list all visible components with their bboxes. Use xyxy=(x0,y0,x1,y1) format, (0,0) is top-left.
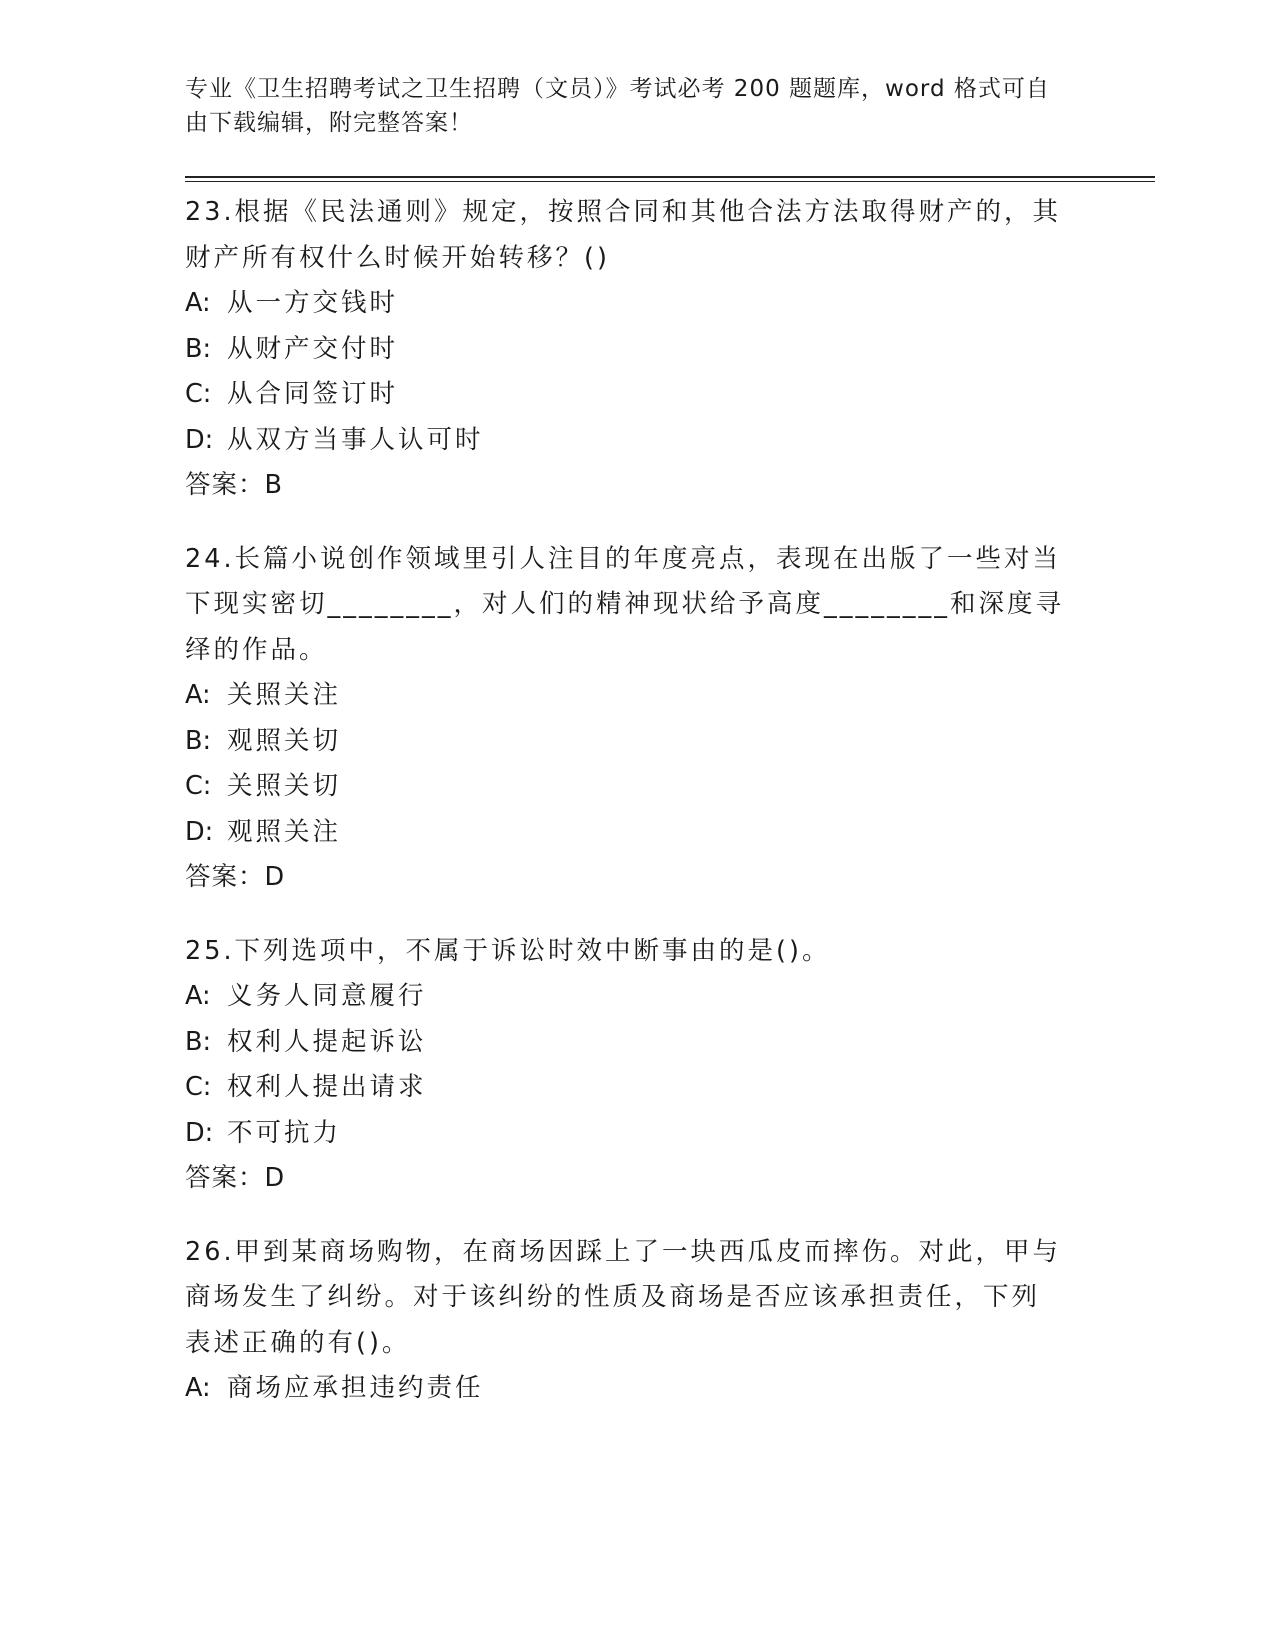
question-item xyxy=(185,929,1085,1202)
option-text: 从一方交钱时 xyxy=(227,288,399,318)
option-letter: A: xyxy=(185,1373,211,1403)
option-a xyxy=(185,1366,1085,1412)
option-d xyxy=(185,810,1085,856)
option-letter: B: xyxy=(185,1026,212,1057)
option-text: 从合同签订时 xyxy=(227,379,399,409)
question-text-line: 下现实密切________，对人们的精神现状给予高度________和深度寻 xyxy=(185,589,1065,619)
option-text: 商场应承担违约责任 xyxy=(227,1373,484,1403)
option-text: 义务人同意履行 xyxy=(227,981,427,1011)
question-item xyxy=(185,537,1085,901)
option-letter: A: xyxy=(185,981,211,1011)
header-divider-thin xyxy=(185,181,1155,182)
option-letter: C: xyxy=(185,1072,212,1102)
question-text-line: 24.长篇小说创作领域里引人注目的年度亮点，表现在出版了一些对当 xyxy=(185,543,1062,574)
option-c xyxy=(185,1065,1085,1111)
option-text: 观照关注 xyxy=(227,816,342,847)
question-text-line: 26.甲到某商场购物，在商场因踩上了一块西瓜皮而摔伤。对此，甲与 xyxy=(185,1236,1062,1267)
option-a xyxy=(185,673,1085,719)
option-c xyxy=(185,764,1085,810)
question-text-line: 绎的作品。 xyxy=(185,634,328,665)
option-text: 从财产交付时 xyxy=(227,333,399,364)
option-c xyxy=(185,372,1085,418)
option-letter: B: xyxy=(185,725,212,756)
question-text-line: 25.下列选项中，不属于诉讼时效中断事由的是()。 xyxy=(185,935,831,966)
answer-line: 答案：B xyxy=(185,470,283,500)
option-letter: A: xyxy=(185,680,211,710)
header-line: 由下载编辑，附完整答案！ xyxy=(185,110,473,136)
question-item xyxy=(185,190,1085,509)
question-text-line: 财产所有权什么时候开始转移？() xyxy=(185,242,610,273)
answer-line: 答案：D xyxy=(185,1163,286,1193)
question-text-line: 23.根据《民法通则》规定，按照合同和其他合法方法取得财产的，其 xyxy=(185,197,1062,227)
question-item xyxy=(185,1230,1085,1412)
option-text: 权利人提出请求 xyxy=(227,1072,427,1102)
option-letter: B: xyxy=(185,333,212,364)
question-text-line: 表述正确的有()。 xyxy=(185,1327,411,1358)
option-letter: C: xyxy=(185,771,212,801)
option-a xyxy=(185,974,1085,1020)
option-text: 权利人提起诉讼 xyxy=(227,1026,427,1057)
option-text: 关照关注 xyxy=(227,680,342,710)
document-header xyxy=(185,72,1065,140)
option-text: 从双方当事人认可时 xyxy=(227,424,484,455)
option-b xyxy=(185,719,1085,765)
header-line: 专业《卫生招聘考试之卫生招聘（文员）》考试必考 200 题题库，word 格式可自 xyxy=(185,76,1050,102)
option-text: 不可抗力 xyxy=(227,1117,342,1148)
question-text-line: 商场发生了纠纷。对于该纠纷的性质及商场是否应该承担责任，下列 xyxy=(185,1282,1041,1312)
option-letter: D: xyxy=(185,1117,214,1148)
option-letter: D: xyxy=(185,424,214,455)
option-a xyxy=(185,281,1085,327)
question-list xyxy=(185,190,1085,1440)
option-b xyxy=(185,327,1085,373)
option-d xyxy=(185,418,1085,464)
option-text: 观照关切 xyxy=(227,725,342,756)
option-letter: D: xyxy=(185,816,214,847)
option-text: 关照关切 xyxy=(227,771,342,801)
option-d xyxy=(185,1111,1085,1157)
option-letter: A: xyxy=(185,288,211,318)
option-b xyxy=(185,1020,1085,1066)
option-letter: C: xyxy=(185,379,212,409)
answer-line: 答案：D xyxy=(185,862,286,892)
header-divider-thick xyxy=(185,176,1155,178)
